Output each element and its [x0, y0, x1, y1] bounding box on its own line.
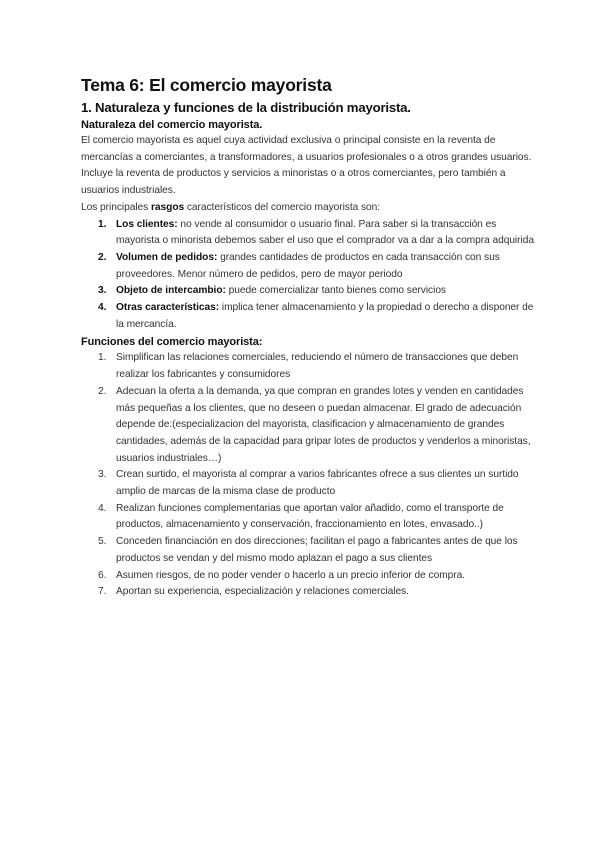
- list-item: 1. Los clientes: no vende al consumidor o usuario final. Para saber si la transacción es mayorista o minorista debemos saber el uso que el comprador va a dar a la compra adquirida: [98, 218, 534, 247]
- list-item: 2. Volumen de pedidos: grandes cantidades de productos en cada transacción con sus proveedores. Menor número de pedidos, pero de mayor periodo: [98, 251, 500, 280]
- list-item: 2. Adecuan la oferta a la demanda, ya que compran en grandes lotes y venden en cantidades más pequeñas a los clientes, que no deseen o puedan almacenar. El grado de adecuación depende de:(especializacion del mayorista, clasificacion y almacenamiento de grandes cantidades, además de la capacidad para gripar lotes de productos y venderlos a minoristas, usuarios industriales…): [98, 385, 531, 464]
- funciones-list: [81, 350, 536, 601]
- rasgos-term: rasgos: [151, 201, 185, 213]
- rasgos-intro: Los principales rasgos característicos del comercio mayorista son:: [81, 201, 381, 213]
- page-title: Tema 6: El comercio mayorista: [81, 75, 332, 95]
- list-item: 5. Conceden financiación en dos direcciones; facilitan el pago a fabricantes antes de que los productos se vendan y del mismo modo aplazan el pago a sus clientes: [98, 536, 518, 564]
- list-item: 1. Simplifican las relaciones comerciales, reduciendo el número de transacciones que deben realizar los fabricantes y consumidores: [98, 352, 519, 381]
- list-item: 7. Aportan su experiencia, especialización y relaciones comerciales.: [98, 586, 409, 598]
- list-item: 4. Realizan funciones complementarias que aportan valor añadido, como el transporte de productos, almacenamiento y conservación, fraccionamiento en lotes, envasado..): [98, 502, 504, 531]
- list-item: 3. Objeto de intercambio: puede comercializar tanto bienes como servicios: [98, 285, 446, 297]
- naturaleza-heading: Naturaleza del comercio mayorista.: [81, 119, 263, 131]
- rasgos-list: [81, 217, 536, 334]
- list-item: 4. Otras características: implica tener almacenamiento y la propiedad o derecho a disponer de la mercancía.: [98, 302, 534, 330]
- naturaleza-paragraph: El comercio mayorista es aquel cuya actividad exclusiva o principal consiste en la reventa de mercancías a comerciantes, a transformadores, a usuarios profesionales o a otros grandes usuarios. Incluye la reventa de productos y servicios a minoristas o a otros comerciantes, pero también a usuarios industriales.: [81, 135, 532, 197]
- funciones-heading: Funciones del comercio mayorista:: [81, 336, 263, 349]
- list-item: 6. Asumen riesgos, de no poder vender o hacerlo a un precio inferior de compra.: [98, 569, 466, 581]
- document-page: [81, 74, 536, 601]
- section-heading: 1. Naturaleza y funciones de la distribución mayorista.: [81, 100, 411, 115]
- list-item: 3. Crean surtido, el mayorista al comprar a varios fabricantes ofrece a sus clientes un surtido amplio de marcas de la misma clase de producto: [98, 469, 519, 498]
